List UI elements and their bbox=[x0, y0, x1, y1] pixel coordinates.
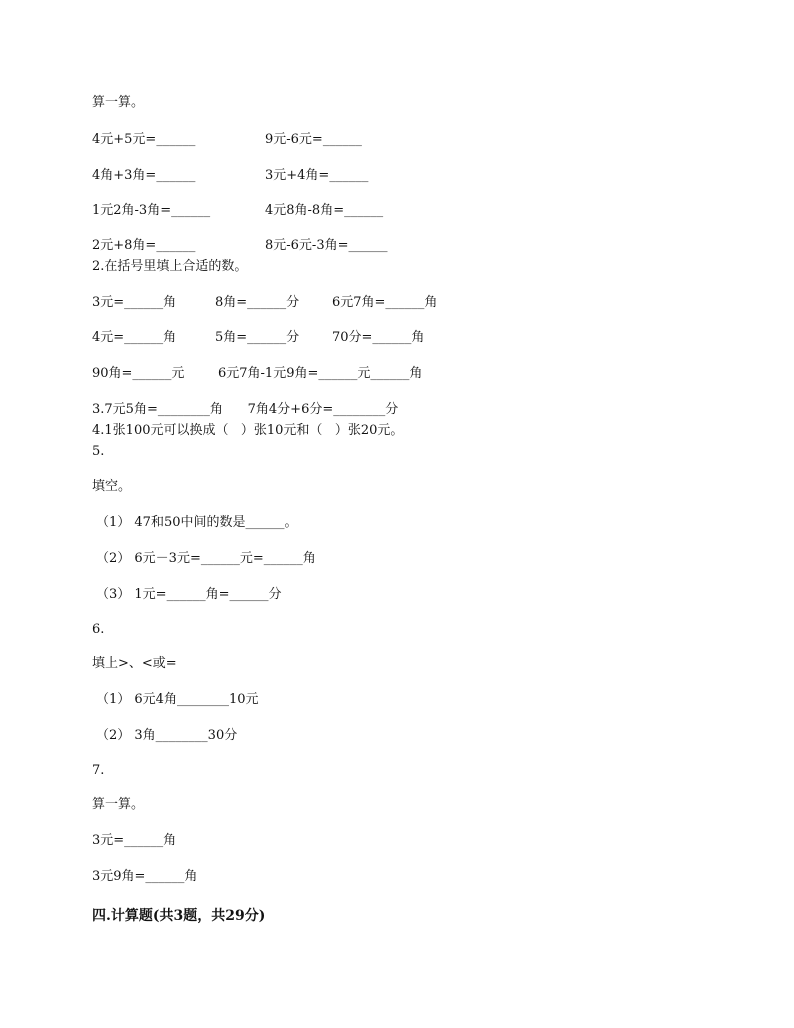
s5-item-1: （1） 47和50中间的数是______。 bbox=[96, 515, 298, 530]
section4-heading: 四.计算题(共3题，共29分) bbox=[92, 908, 266, 924]
s2-r1-a: 3元=______角 bbox=[92, 295, 177, 310]
s2-r2-b: 5角=______分 bbox=[215, 330, 300, 345]
s1-r2-left: 4角+3角=______ bbox=[92, 168, 196, 183]
s7-item-2: 3元9角=______角 bbox=[92, 869, 198, 884]
s6-item-1: （1） 6元4角________10元 bbox=[96, 692, 259, 707]
s1-r4-right: 8元-6元-3角=______ bbox=[265, 238, 388, 253]
section2-title: 2.在括号里填上合适的数。 bbox=[92, 259, 248, 274]
s2-r1-c: 6元7角=______角 bbox=[332, 295, 438, 310]
s7-item-1: 3元=______角 bbox=[92, 833, 177, 848]
section3-line: 3.7元5角=________角 7角4分+6分=________分 bbox=[92, 402, 399, 417]
s2-r3-a: 90角=______元 bbox=[92, 366, 185, 381]
s1-r3-left: 1元2角-3角=______ bbox=[92, 203, 211, 218]
s1-r2-right: 3元+4角=______ bbox=[265, 168, 369, 183]
section4-line: 4.1张100元可以换成（ ）张10元和（ ）张20元。 bbox=[92, 423, 404, 438]
section6-title: 填上>、<或= bbox=[92, 656, 177, 671]
s2-r2-c: 70分=______角 bbox=[332, 330, 425, 345]
s5-item-3: （3） 1元=______角=______分 bbox=[96, 587, 282, 602]
section5-number: 5. bbox=[92, 444, 105, 459]
section7-number: 7. bbox=[92, 763, 105, 778]
section1-title: 算一算。 bbox=[92, 95, 145, 110]
s6-item-2: （2） 3角________30分 bbox=[96, 728, 238, 743]
s1-r4-left: 2元+8角=______ bbox=[92, 238, 196, 253]
s1-r3-right: 4元8角-8角=______ bbox=[265, 203, 384, 218]
s2-r1-b: 8角=______分 bbox=[215, 295, 300, 310]
s2-r2-a: 4元=______角 bbox=[92, 330, 177, 345]
section5-title: 填空。 bbox=[92, 479, 132, 494]
s5-item-2: （2） 6元－3元=______元=______角 bbox=[96, 551, 316, 566]
section7-title: 算一算。 bbox=[92, 797, 145, 812]
s1-r1-left: 4元+5元=______ bbox=[92, 132, 196, 147]
section6-number: 6. bbox=[92, 622, 105, 637]
s1-r1-right: 9元-6元=______ bbox=[265, 132, 362, 147]
s2-r3-b: 6元7角-1元9角=______元______角 bbox=[218, 366, 423, 381]
